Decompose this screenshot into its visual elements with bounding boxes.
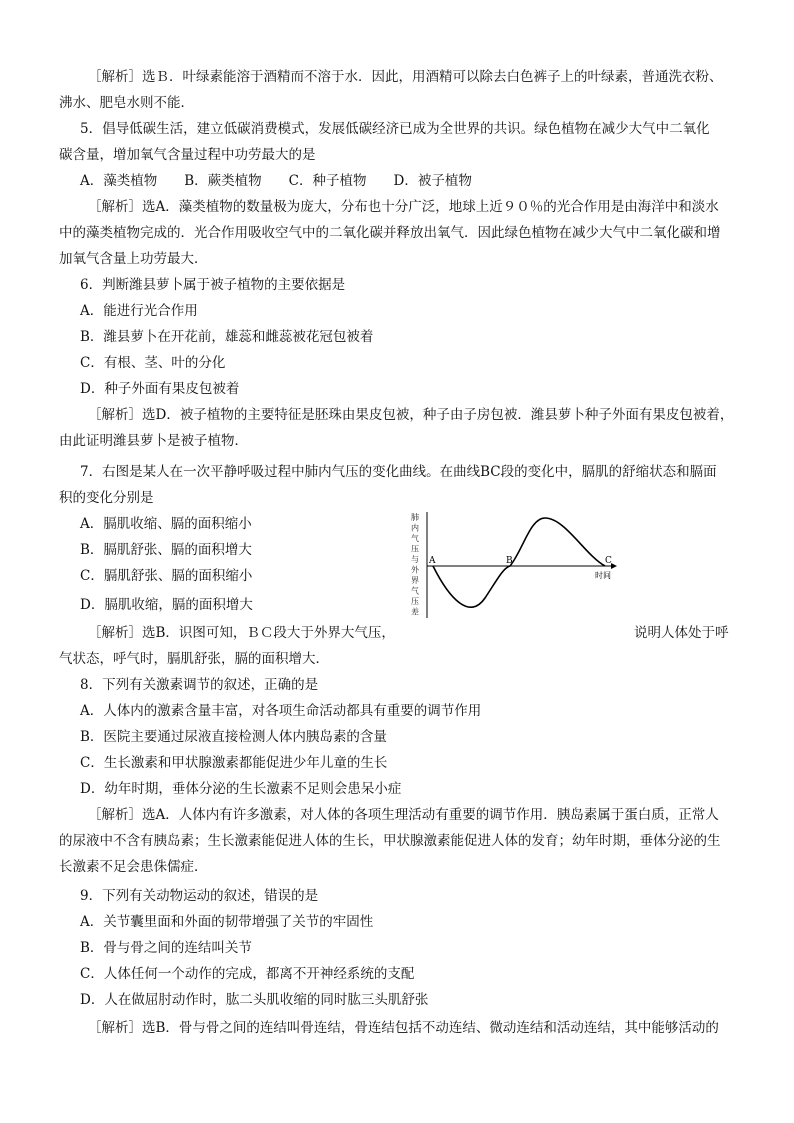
- y-axis-label-char: 压: [411, 544, 419, 554]
- y-axis-label-char: 内: [411, 523, 419, 533]
- option-line: A．膈肌收缩、膈的面积缩小: [80, 516, 252, 532]
- text-line: ［解析］选A．藻类植物的数量极为庞大，分布也十分广泛，地球上近９０％的光合作用是由海洋中和淡水: [88, 199, 719, 215]
- option-line: A．藻类植物 B．蕨类植物 C．种子植物 D．被子植物: [80, 173, 472, 189]
- option-line: D．人在做屈肘动作时，肱二头肌收缩的同时肱三头肌舒张: [80, 992, 429, 1008]
- text-line: ［解析］选Ｂ．叶绿素能溶于酒精而不溶于水．因此，用酒精可以除去白色裤子上的叶绿素，普通洗衣粉、: [88, 69, 723, 85]
- text-line: 9．下列有关动物运动的叙述，错误的是: [80, 888, 319, 904]
- text-line: ［解析］选B．骨与骨之间的连结叫骨连结，骨连结包括不动连结、微动连结和活动连结，其中能够活动的: [88, 1020, 719, 1036]
- text-line: ［解析］选B．识图可知，ＢＣ段大于外界大气压，: [88, 625, 395, 641]
- text-line: 8．下列有关激素调节的叙述，正确的是: [80, 677, 319, 693]
- text-line: 说明人体处于呼: [634, 625, 729, 641]
- text-line: 积的变化分别是: [59, 490, 154, 506]
- x-axis-label: 时间: [595, 571, 611, 580]
- point-c-label: C: [605, 556, 612, 566]
- text-line: 气状态，呼气时，膈肌舒张，膈的面积增大．: [59, 651, 329, 667]
- option-line: C．膈肌舒张、膈的面积缩小: [80, 568, 253, 584]
- text-line: 沸水、肥皂水则不能．: [59, 95, 194, 111]
- text-line: ［解析］选A．人体内有许多激素，对人体的各项生理活动有重要的调节作用．胰岛素属于蛋白质，正常人: [88, 807, 719, 823]
- text-line: 长激素不足会患侏儒症．: [59, 859, 208, 875]
- option-line: A．人体内的激素含量丰富，对各项生命活动都具有重要的调节作用: [80, 703, 482, 719]
- option-line: C．人体任何一个动作的完成，都离不开神经系统的支配: [80, 966, 415, 982]
- text-line: 中的藻类植物完成的．光合作用吸收空气中的二氧化碳并释放出氧气．因此绿色植物在减少大气中二氧化碳和增: [59, 225, 721, 241]
- y-axis-label: [411, 512, 420, 617]
- option-line: D．膈肌收缩，膈的面积增大: [80, 597, 253, 613]
- pressure-curve-figure: [405, 510, 623, 620]
- text-line: 5．倡导低碳生活，建立低碳消费模式，发展低碳经济已成为全世界的共识。绿色植物在减少大气中二氧化: [80, 121, 710, 137]
- y-axis-label-char: 气: [411, 586, 419, 596]
- option-line: C．生长激素和甲状腺激素都能促进少年儿童的生长: [80, 755, 388, 771]
- point-a-label: A: [429, 556, 436, 566]
- text-line: 加氧气含量上功劳最大．: [59, 251, 208, 267]
- text-line: 7．右图是某人在一次平静呼吸过程中肺内气压的变化曲线。在曲线BC段的变化中，膈肌的舒缩状态和膈面: [80, 464, 717, 480]
- option-line: C．有根、茎、叶的分化: [80, 355, 226, 371]
- pressure-curve: [433, 518, 605, 607]
- y-axis-label-char: 气: [411, 534, 419, 543]
- text-line: 6．判断潍县萝卜属于被子植物的主要依据是: [80, 277, 346, 293]
- y-axis-label-char: 界: [411, 576, 419, 585]
- option-line: A．关节囊里面和外面的韧带增强了关节的牢固性: [80, 914, 374, 930]
- y-axis-label-char: 差: [411, 607, 419, 617]
- text-line: 的尿液中不含有胰岛素；生长激素能促进人体的生长，甲状腺激素能促进人体的发育；幼年时期，垂体分泌的生: [59, 833, 721, 849]
- y-axis-label-char: 肺: [411, 513, 419, 522]
- point-b-label: B: [506, 556, 513, 566]
- option-line: B．膈肌舒张、膈的面积增大: [80, 542, 252, 558]
- text-line: ［解析］选D．被子植物的主要特征是胚珠由果皮包被，种子由子房包被．潍县萝卜种子外面有果皮包被着，: [88, 407, 734, 423]
- option-line: B．潍县萝卜在开花前，雄蕊和雌蕊被花冠包被着: [80, 329, 374, 345]
- y-axis-label-char: 外: [411, 565, 419, 575]
- option-line: B．骨与骨之间的连结叫关节: [80, 940, 252, 956]
- option-line: A．能进行光合作用: [80, 303, 198, 319]
- option-line: B．医院主要通过尿液直接检测人体内胰岛素的含量: [80, 729, 387, 745]
- text-line: 由此证明潍县萝卜是被子植物．: [59, 433, 248, 449]
- y-axis-label-char: 与: [411, 555, 419, 564]
- text-line: 碳含量，增加氧气含量过程中功劳最大的是: [59, 147, 316, 163]
- option-line: D．幼年时期，垂体分泌的生长激素不足则会患呆小症: [80, 781, 402, 797]
- option-line: D．种子外面有果皮包被着: [80, 381, 240, 397]
- x-axis-arrow: [611, 563, 617, 569]
- y-axis-label-char: 压: [411, 597, 419, 606]
